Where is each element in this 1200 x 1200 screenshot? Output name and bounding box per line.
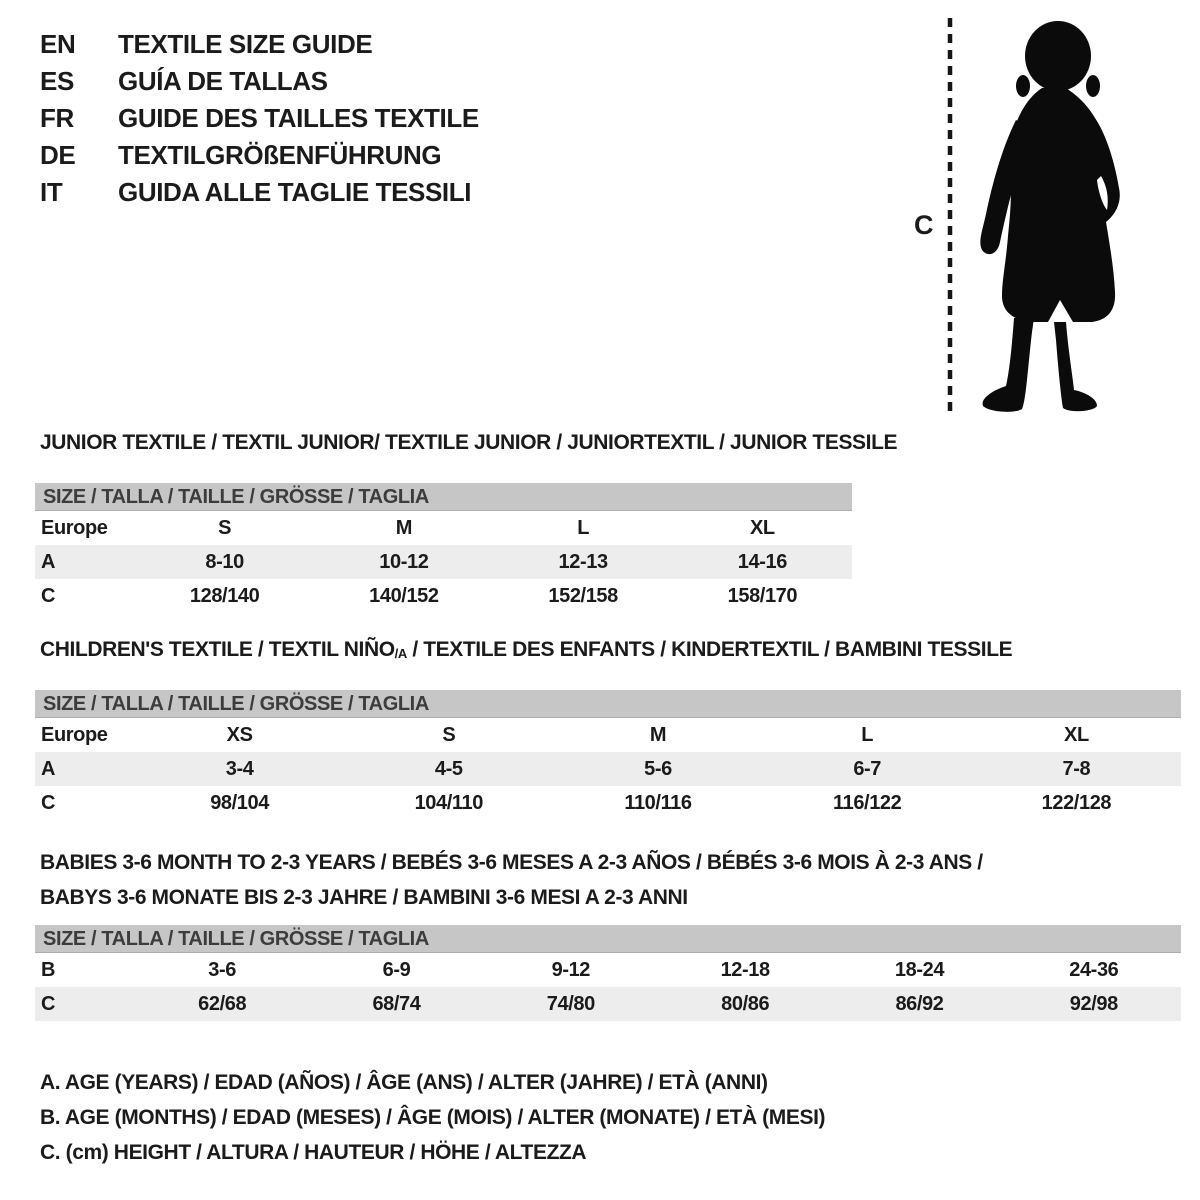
cell: 18-24 xyxy=(894,958,945,981)
lang-title: TEXTILE SIZE GUIDE xyxy=(118,29,373,59)
height-dashed-line xyxy=(946,18,954,418)
babies-section-title-line2: BABYS 3-6 MONATE BIS 2-3 JAHRE / BAMBINI 3-6 MESI A 2-3 ANNI xyxy=(40,886,688,909)
lang-row-it xyxy=(40,174,479,211)
children-size-table xyxy=(35,690,1181,820)
cell: XS xyxy=(226,723,253,746)
lang-code: FR xyxy=(40,103,74,133)
cell: 152/158 xyxy=(548,584,618,607)
footnote-height-cm: C. (cm) HEIGHT / ALTURA / HAUTEUR / HÖHE / ALTEZZA xyxy=(40,1141,587,1164)
babies-size-table xyxy=(35,925,1181,1021)
language-title-list xyxy=(40,26,479,211)
cell: 3-6 xyxy=(208,958,237,981)
row-label: Europe xyxy=(41,516,108,539)
cell: 12-13 xyxy=(558,550,608,573)
lang-title: GUÍA DE TALLAS xyxy=(118,66,328,96)
cell: 3-4 xyxy=(225,757,254,780)
cell: S xyxy=(218,516,232,539)
row-label: C xyxy=(41,791,56,814)
cell: 7-8 xyxy=(1062,757,1091,780)
table-row xyxy=(35,987,1181,1021)
cell: L xyxy=(861,723,874,746)
size-table-header: SIZE / TALLA / TAILLE / GRÖSSE / TAGLIA xyxy=(35,690,1181,718)
cell: 128/140 xyxy=(189,584,260,607)
row-label: Europe xyxy=(41,723,108,746)
cell: 116/122 xyxy=(832,791,902,814)
size-table-header: SIZE / TALLA / TAILLE / GRÖSSE / TAGLIA xyxy=(35,483,852,511)
toddler-silhouette-icon xyxy=(970,18,1132,418)
cell: 158/170 xyxy=(727,584,798,607)
cell: 98/104 xyxy=(210,791,269,814)
cell: M xyxy=(395,516,412,539)
cell: 12-18 xyxy=(720,958,770,981)
lang-code: EN xyxy=(40,29,76,59)
row-label: C xyxy=(41,992,56,1015)
footnote-age-months: B. AGE (MONTHS) / EDAD (MESES) / ÂGE (MOIS) / ALTER (MONATE) / ETÀ (MESI) xyxy=(40,1106,826,1129)
cell: 10-12 xyxy=(379,550,429,573)
lang-code: ES xyxy=(40,66,74,96)
cell: 140/152 xyxy=(369,584,439,607)
children-title-post: / TEXTILE DES ENFANTS / KINDERTEXTIL / BAMBINI TESSILE xyxy=(406,638,1013,661)
row-label: B xyxy=(41,958,56,981)
lang-code: DE xyxy=(40,140,76,170)
lang-row-fr xyxy=(40,100,479,137)
table-row xyxy=(35,718,1181,752)
row-label: A xyxy=(41,757,56,780)
table-row xyxy=(35,579,852,613)
cell: 86/92 xyxy=(895,992,944,1015)
table-row xyxy=(35,545,852,579)
row-label: A xyxy=(41,550,56,573)
cell: L xyxy=(577,516,590,539)
cell: 92/98 xyxy=(1069,992,1118,1015)
cell: 122/128 xyxy=(1041,791,1112,814)
cell: 74/80 xyxy=(546,992,595,1015)
table-row xyxy=(35,786,1181,820)
table-row xyxy=(35,511,852,545)
cell: 8-10 xyxy=(205,550,244,573)
lang-row-de xyxy=(40,137,479,174)
cell: XL xyxy=(749,516,775,539)
footnote-age-years: A. AGE (YEARS) / EDAD (AÑOS) / ÂGE (ANS) / ALTER (JAHRE) / ETÀ (ANNI) xyxy=(40,1071,768,1094)
cell: S xyxy=(442,723,456,746)
children-title-sub: /A xyxy=(394,646,407,661)
table-row xyxy=(35,752,1181,786)
cell: 6-7 xyxy=(853,757,882,780)
cell: 6-9 xyxy=(382,958,411,981)
cell: 80/86 xyxy=(721,992,770,1015)
table-row xyxy=(35,953,1181,987)
children-section-title xyxy=(40,638,1012,662)
junior-section-title: JUNIOR TEXTILE / TEXTIL JUNIOR/ TEXTILE JUNIOR / JUNIORTEXTIL / JUNIOR TESSILE xyxy=(40,431,898,454)
cell: 110/116 xyxy=(624,791,692,814)
cell: 68/74 xyxy=(372,992,421,1015)
lang-row-es xyxy=(40,63,479,100)
lang-row-en xyxy=(40,26,479,63)
babies-section-title-line1: BABIES 3-6 MONTH TO 2-3 YEARS / BEBÉS 3-6 MESES A 2-3 AÑOS / BÉBÉS 3-6 MOIS À 2-3 ANS / xyxy=(40,851,983,874)
lang-title: GUIDE DES TAILLES TEXTILE xyxy=(118,103,479,133)
junior-size-table xyxy=(35,483,852,613)
lang-title: TEXTILGRÖßENFÜHRUNG xyxy=(118,140,442,170)
cell: 14-16 xyxy=(737,550,787,573)
cell: 9-12 xyxy=(551,958,591,981)
cell: M xyxy=(649,723,667,746)
lang-code: IT xyxy=(40,177,63,207)
height-marker-label: C xyxy=(914,210,934,240)
lang-title: GUIDA ALLE TAGLIE TESSILI xyxy=(118,177,472,207)
size-table-header: SIZE / TALLA / TAILLE / GRÖSSE / TAGLIA xyxy=(35,925,1181,953)
cell: XL xyxy=(1064,723,1089,746)
cell: 4-5 xyxy=(434,757,463,780)
cell: 104/110 xyxy=(414,791,483,814)
cell: 62/68 xyxy=(198,992,247,1015)
row-label: C xyxy=(41,584,56,607)
cell: 24-36 xyxy=(1069,958,1119,981)
cell: 5-6 xyxy=(644,757,672,780)
children-title-pre: CHILDREN'S TEXTILE / TEXTIL NIÑO xyxy=(40,638,395,661)
